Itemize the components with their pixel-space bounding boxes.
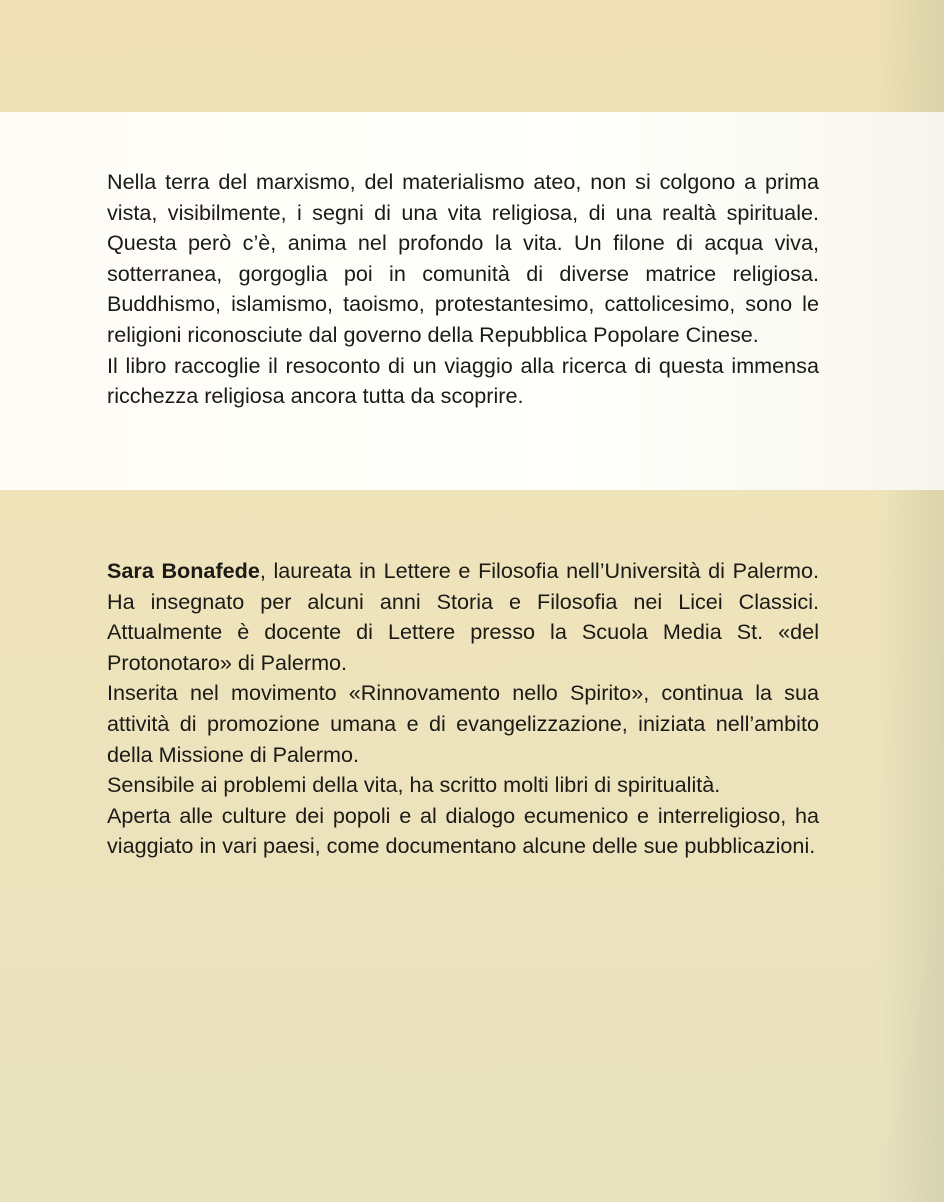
bio-paragraph: Aperta alle culture dei popoli e al dialogo ecumenico e interreligioso, ha viaggiato in vari paesi, come documentano alcune delle sue pubblicazioni. [107,802,819,859]
book-blurb [107,167,819,412]
bio-paragraph: Sensibile ai problemi della vita, ha scritto molti libri di spiritualità. [107,772,721,798]
bio-paragraph: Inserita nel movimento «Rinnovamento nello Spirito», continua la sua attività di promozione umana e di evangelizzazione, iniziata nell’ambito della Missione di Palermo. [107,680,819,767]
author-bio [107,556,819,862]
blurb-paragraph: Il libro raccoglie il resoconto di un viaggio alla ricerca di questa immensa ricchezza religiosa ancora tutta da scoprire. [107,352,819,409]
bio-intro-text: , laureata in Lettere e Filosofia nell’Università di Palermo. Ha insegnato per alcuni anni Storia e Filosofia nei Licei Classici. Attualmente è docente di Lettere presso la Scuola Media St. «del Protonotaro» di Palermo. [107,558,819,675]
blurb-paragraph: Nella terra del marxismo, del materialismo ateo, non si colgono a prima vista, visibilmente, i segni di una vita religiosa, di una realtà spirituale. Questa però c’è, anima nel profondo la vita. Un filone di acqua viva, sotterranea, gorgoglia poi in comunità di diverse matrice religiosa. Buddhismo, islamismo, taoismo, protestantesimo, cattolicesimo, sono le religioni riconosciute dal governo della Repubblica Popolare Cinese. [107,169,819,347]
author-name: Sara Bonafede [107,558,260,583]
bio-paragraph [107,556,819,678]
